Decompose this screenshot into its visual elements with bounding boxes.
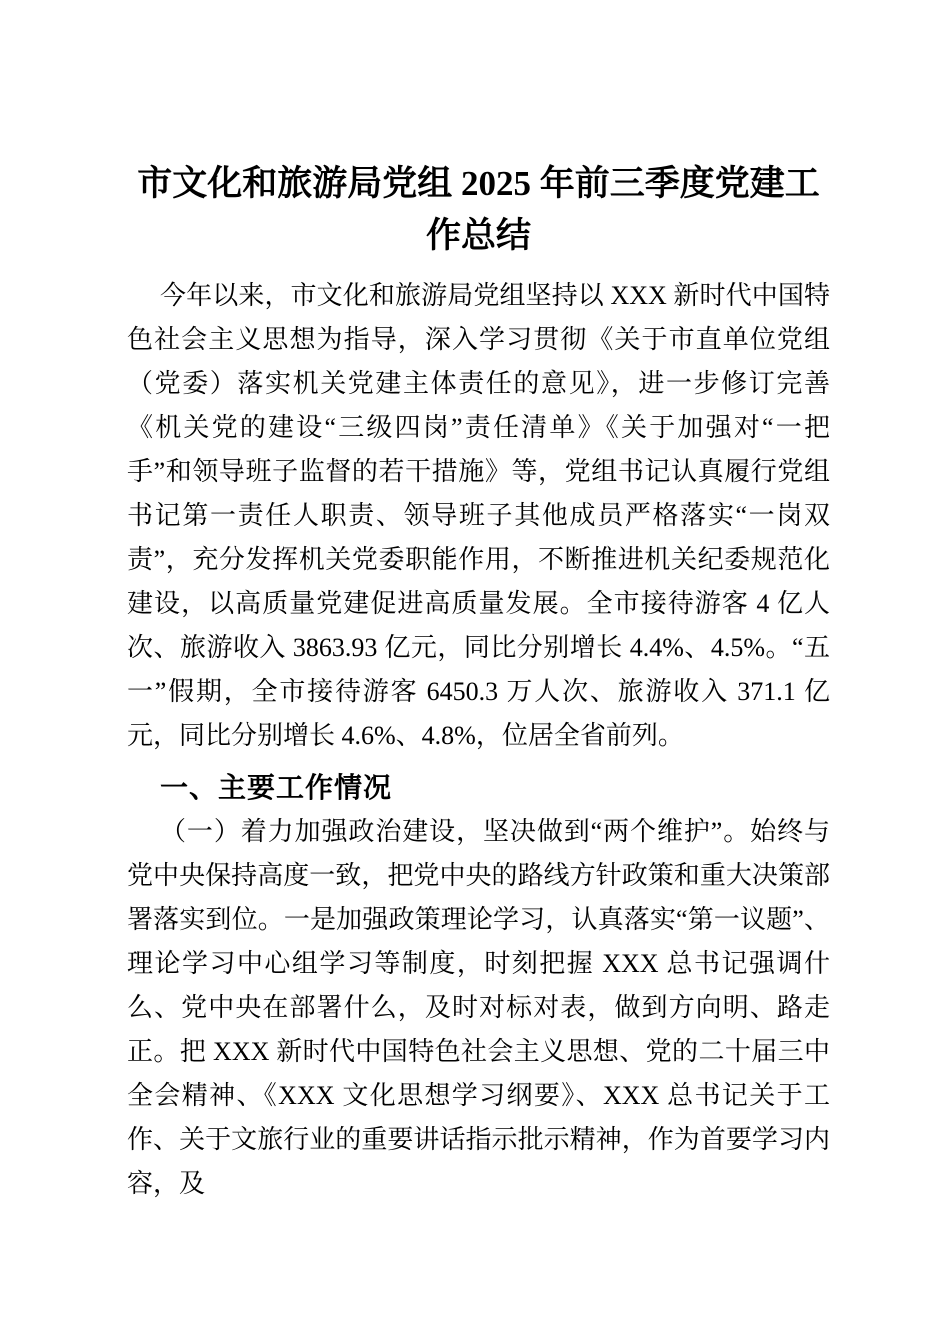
section-heading-main-work: 一、主要工作情况 — [160, 772, 393, 803]
document-title: 市文化和旅游局党组 2025 年前三季度党建工作总结 — [137, 164, 820, 255]
section-paragraph-political-construction: （一）着力加强政治建设，坚决做到“两个维护”。始终与党中央保持高度一致，把党中央的路线方针政策和重大决策部署落实到位。一是加强政策理论学习，认真落实“第一议题”、理论学习中心组学习等制度，时刻把握 XXX 总书记强调什么、党中央在部署什么，及时对标对表，做到方向明、路走正。把 XXX 新时代中国特色社会主义思想、党的二十届三中全会精神、《XXX 文化思想学习纲要》、XXX 总书记关于工作、关于文旅行业的重要讲话指示批示精神，作为首要学习内容，及 — [127, 817, 830, 1198]
intro-paragraph: 今年以来，市文化和旅游局党组坚持以 XXX 新时代中国特色社会主义思想为指导，深入学习贯彻《关于市直单位党组（党委）落实机关党建主体责任的意见》，进一步修订完善《机关党的建设“三级四岗”责任清单》《关于加强对“一把手”和领导班子监督的若干措施》等，党组书记认真履行党组书记第一责任人职责、领导班子其他成员严格落实“一岗双责”，充分发挥机关党委职能作用，不断推进机关纪委规范化建设，以高质量党建促进高质量发展。全市接待游客 4 亿人次、旅游收入 3863.93 亿元，同比分别增长 4.4%、4.5%。“五一”假期，全市接待游客 6450.3 万人次、旅游收入 371.1 亿元，同比分别增长 4.6%、4.8%，位居全省前列。 — [127, 281, 830, 750]
